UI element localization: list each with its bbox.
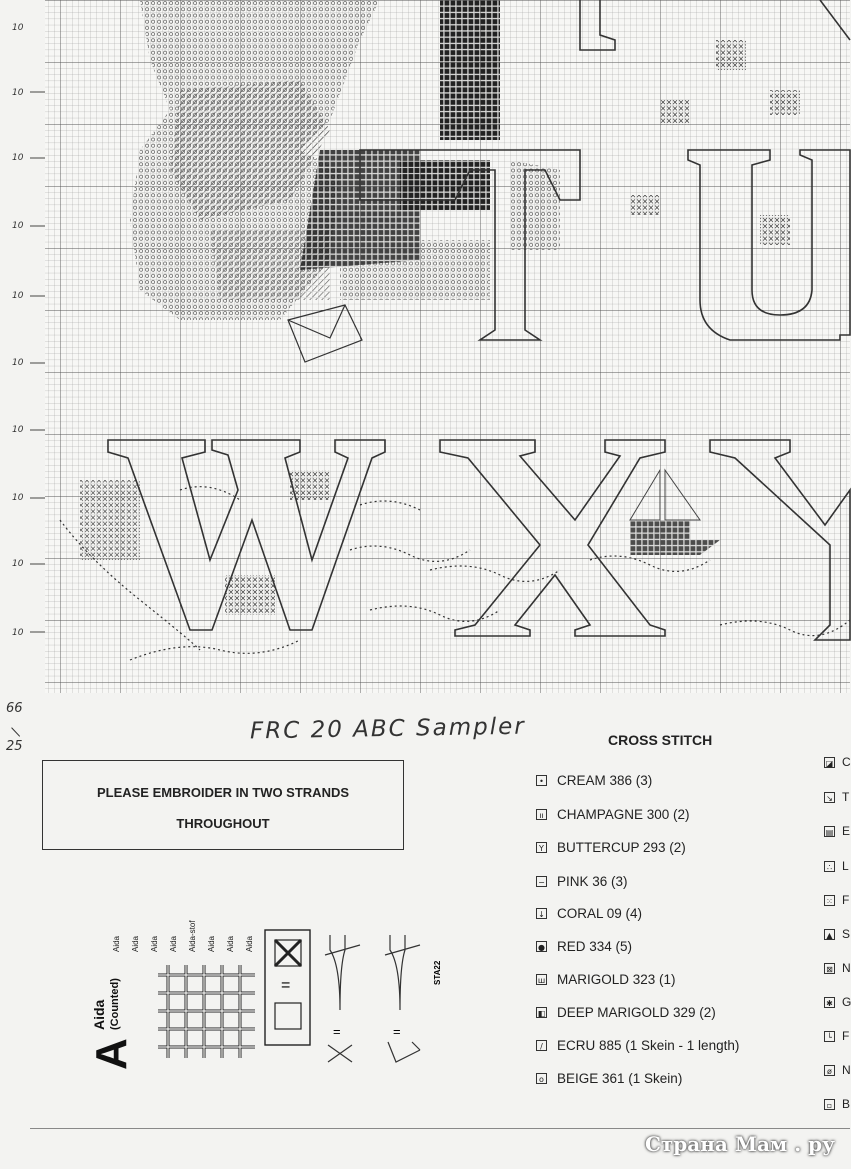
legend-symbol-icon: ● [536,941,547,952]
equals-sign: = [281,977,291,994]
handwritten-title: FRC 20 ABC Sampler [249,713,526,745]
equals-sign: = [393,1024,401,1039]
tick-label: 10 [12,88,24,98]
legend-item [536,804,690,824]
legend-label: S [842,927,851,941]
legend-item [824,1029,849,1043]
legend-item [824,859,849,873]
legend-label: MARIGOLD 323 (1) [557,971,676,987]
legend-item [536,1002,716,1022]
legend-label: CREAM 386 (3) [557,772,653,788]
aida-big-letter: A [87,1038,136,1070]
legend-item [824,927,850,941]
aida-counted: (Counted) [109,978,121,1030]
legend-item [824,961,851,975]
legend-item [536,903,642,923]
margin-number-top: 66 [6,701,23,716]
legend-label: T [842,790,850,804]
legend-item [824,1097,850,1111]
legend-symbol-icon: └ [824,1031,835,1042]
legend-label: F [842,893,850,907]
tick-label: 10 [12,23,24,33]
legend-symbol-icon: ø [824,1065,835,1076]
aida-variant: Aida [245,935,254,952]
tick-label: 10 [12,628,24,638]
legend-label: E [842,824,851,838]
legend-symbol-icon: ш [537,975,546,985]
legend-label: N [842,1063,851,1077]
legend-label: B [842,1097,851,1111]
legend-label: C [842,755,851,769]
legend-symbol-icon: ⊠ [824,963,835,974]
margin-number-bottom: 25 [6,739,23,754]
aida-weave-icon [158,965,255,1058]
legend-label: CHAMPAGNE 300 (2) [557,806,690,822]
aida-variant: Aida [207,935,216,952]
product-code: STA22 [433,960,442,985]
legend-symbol-icon: ▤ [825,827,834,837]
legend-item [536,936,632,956]
legend-item [824,790,849,804]
tick-label: 10 [12,291,24,301]
legend-item [824,1063,851,1077]
legend-symbol-icon: o [536,1073,547,1084]
aida-name: Aida [91,999,107,1030]
instructions-line-1: PLEASE EMBROIDER IN TWO STRANDS [96,785,350,800]
tick-label: 10 [12,153,24,163]
legend-symbol-icon: ↓ [536,908,547,919]
instructions-line-2: THROUGHOUT [176,816,270,831]
legend-item [536,837,686,857]
aida-variant: Aida [131,935,140,952]
legend-symbol-icon: ⁙ [824,895,835,906]
legend-symbol-icon: / [536,1040,547,1051]
legend-label: F [842,1029,850,1043]
aida-variant: Aida-stof [188,920,197,952]
needle-thread-icon [325,935,420,1062]
legend-label: G [842,995,851,1009]
aida-variant: Aida [112,935,121,952]
legend-item [824,755,851,769]
aida-variant: Aida [226,935,235,952]
legend-item [536,871,628,891]
cross-stitch-heading: CROSS STITCH [608,732,713,748]
legend-symbol-icon: ∴ [824,861,835,872]
legend-label: PINK 36 (3) [557,873,628,889]
legend-label: ECRU 885 (1 Skein - 1 length) [557,1037,740,1053]
tick-label: 10 [12,425,24,435]
legend-item [824,824,850,838]
equals-sign: = [333,1024,341,1039]
watermark: Страна Мам . ру [645,1132,835,1156]
legend-symbol-icon: ıı [536,809,547,820]
tick-label: 10 [12,559,24,569]
aida-variant: Aida [150,935,159,952]
legend-item [536,1068,682,1088]
legend-label: BUTTERCUP 293 (2) [557,839,686,855]
legend-symbol-icon: ✱ [824,997,835,1008]
cross-stitch-icon [275,940,301,966]
legend-symbol-icon: − [536,876,547,887]
legend-symbol-icon: • [536,775,547,786]
legend-symbol-icon: ◧ [537,1008,546,1018]
legend-symbol-icon: ▫ [824,1099,835,1110]
legend-item [536,969,676,989]
legend-label: CORAL 09 (4) [557,905,643,921]
legend-symbol-icon: ↘ [824,792,835,803]
legend-label: N [842,961,851,975]
legend-symbol-icon: Y [536,842,547,853]
page-bottom-rule [30,1128,850,1129]
legend-symbol-icon: ◪ [825,758,834,768]
tick-label: 10 [12,358,24,368]
handwritten-margin-note: 66 / 25 [6,700,34,756]
legend-label: BEIGE 361 (1 Skein) [557,1070,683,1086]
legend-item [824,893,849,907]
legend-item [536,1035,739,1055]
legend-item [536,770,652,790]
legend-label: DEEP MARIGOLD 329 (2) [557,1004,716,1020]
legend-symbol-icon: ▲ [824,929,835,940]
legend-label: L [842,859,849,873]
aida-variant: Aida [169,935,178,952]
instructions-box [42,760,404,850]
legend-item [824,995,851,1009]
tick-label: 10 [12,493,24,503]
tick-label: 10 [12,221,24,231]
legend-label: RED 334 (5) [557,938,633,954]
